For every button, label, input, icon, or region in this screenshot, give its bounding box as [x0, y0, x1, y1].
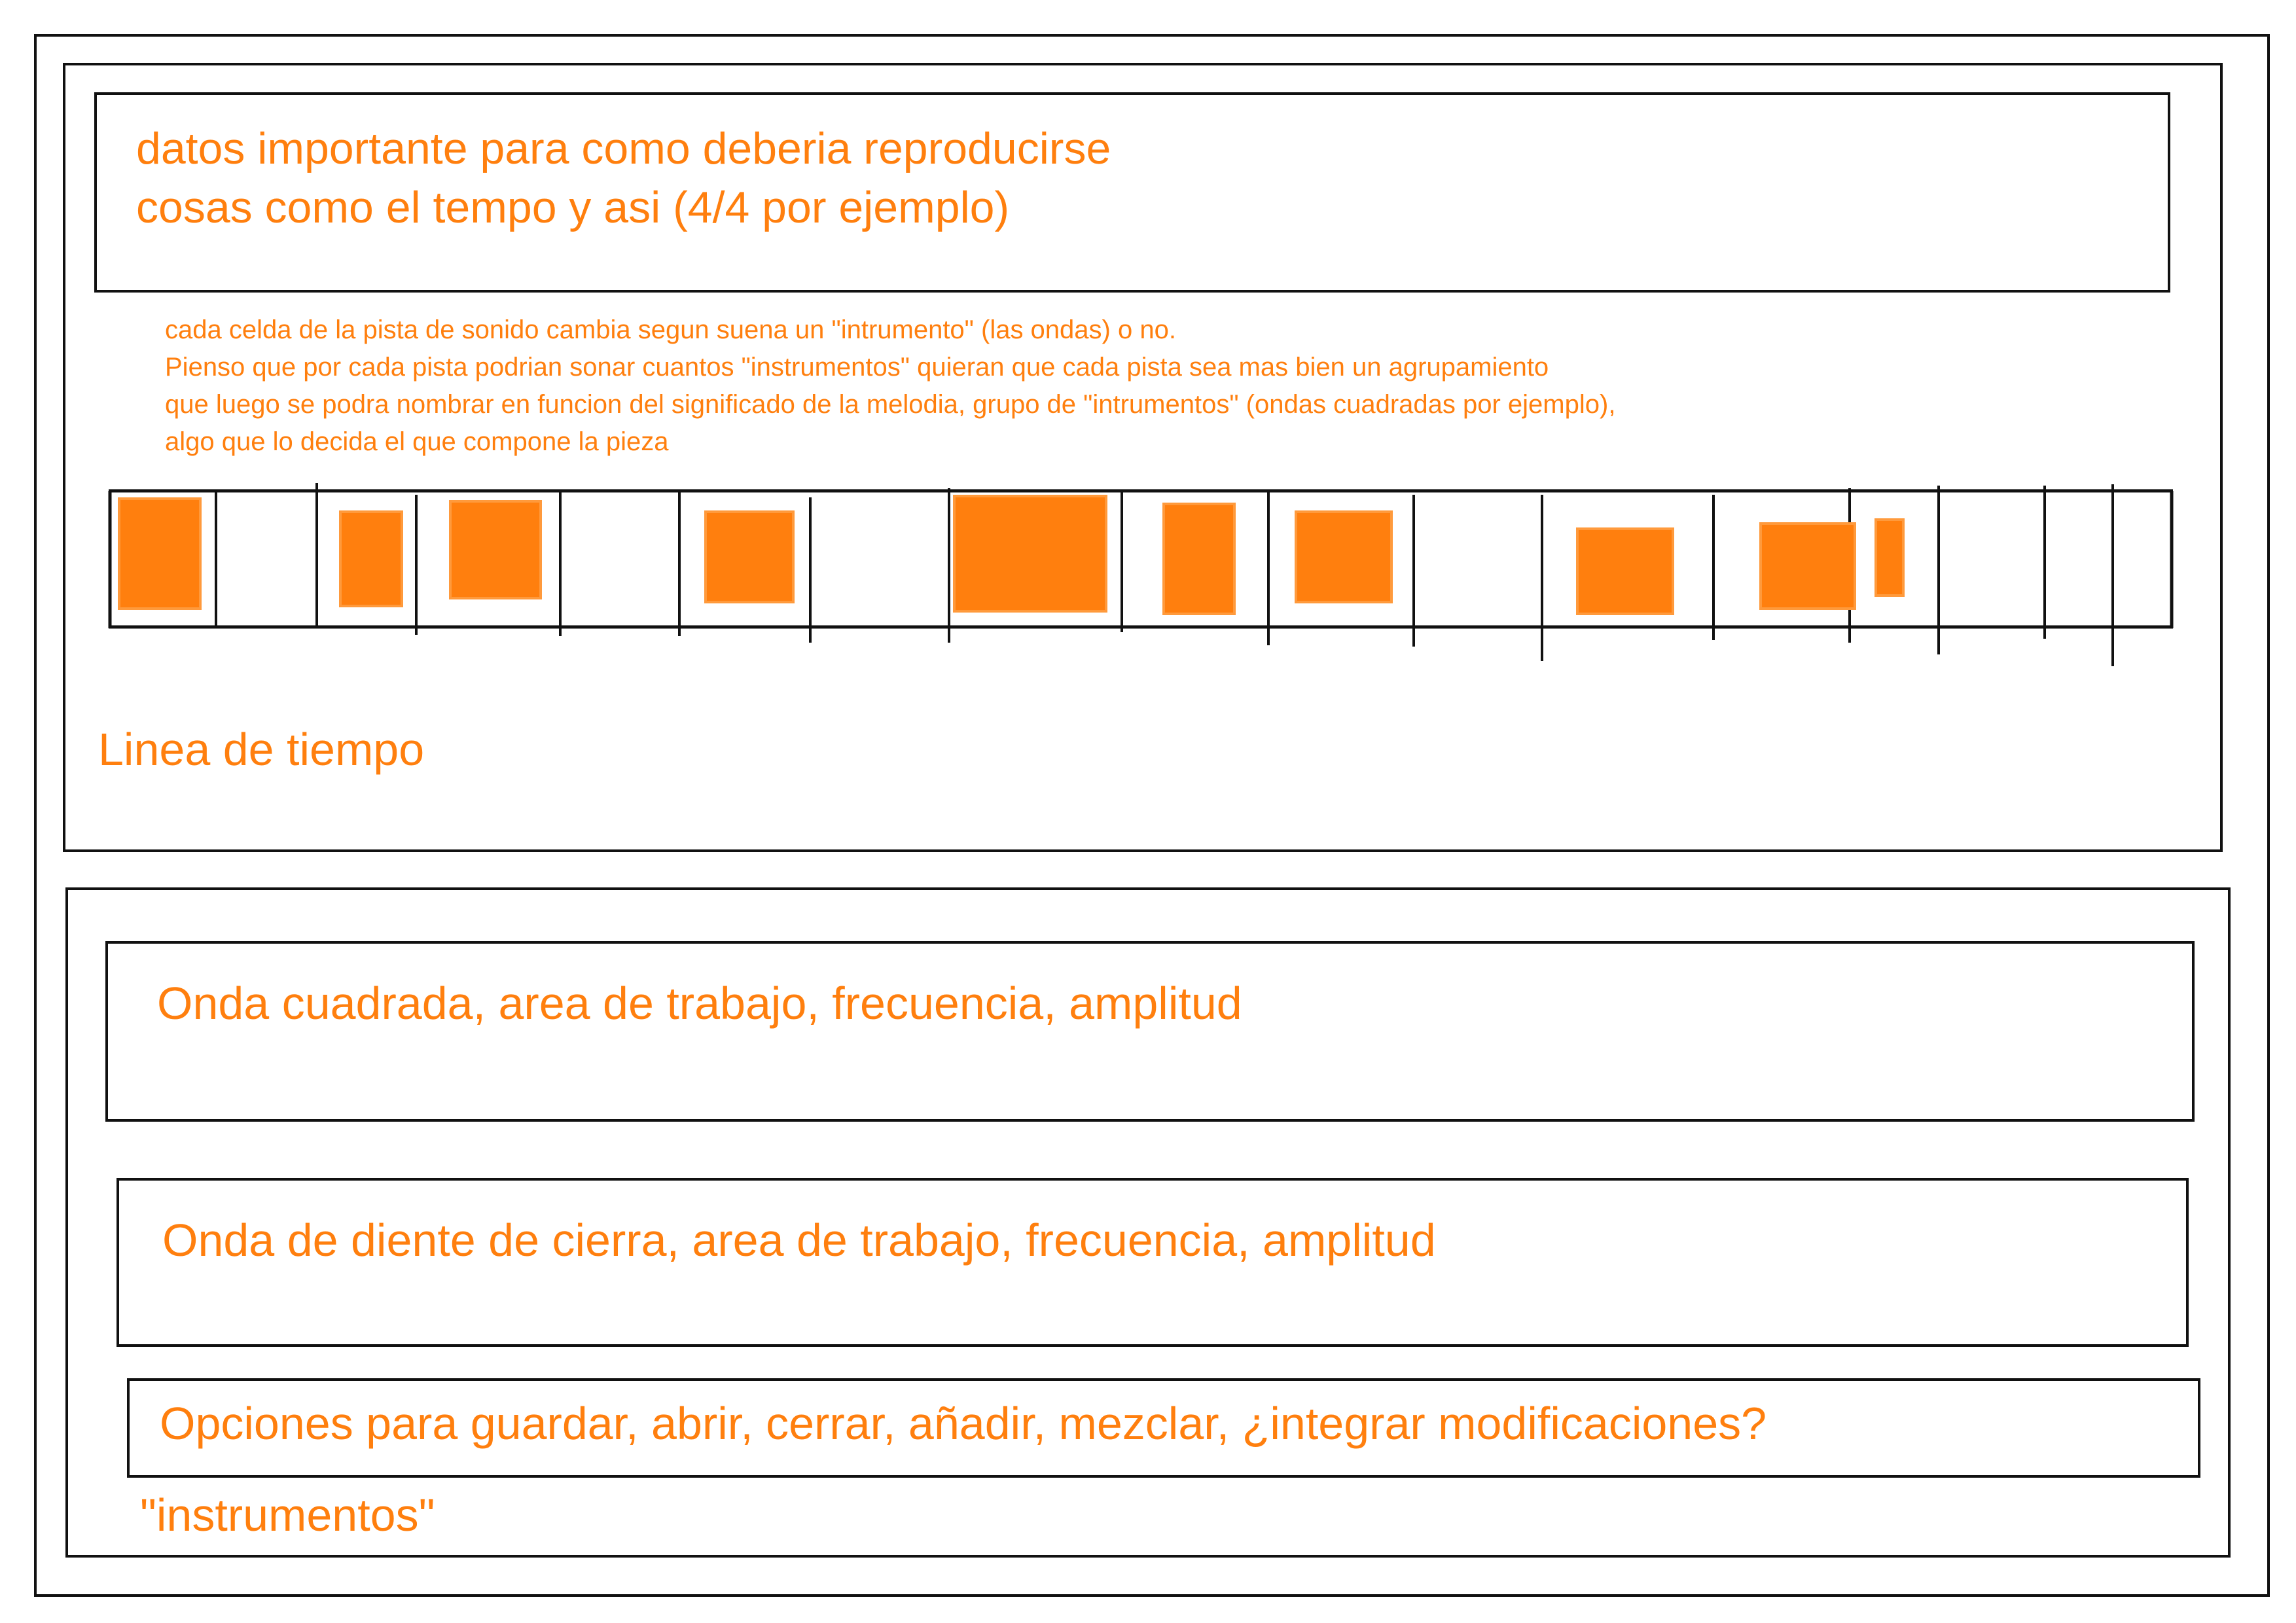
track-description-line-2: Pienso que por cada pista podrian sonar cuantos "instrumentos" quieran que cada pista sea mas bien un agrupamiento	[165, 353, 1549, 382]
file-options-text: Opciones para guardar, abrir, cerrar, añadir, mezclar, ¿integrar modificaciones?	[160, 1398, 1767, 1449]
timeline-sound-block[interactable]	[340, 512, 402, 606]
timeline-sound-block[interactable]	[1296, 512, 1391, 602]
square-wave-text: Onda cuadrada, area de trabajo, frecuencia, amplitud	[157, 978, 1242, 1029]
timeline-sound-block[interactable]	[119, 499, 200, 609]
sawtooth-wave-text: Onda de diente de cierra, area de trabajo, frecuencia, amplitud	[162, 1215, 1436, 1266]
track-description-line-1: cada celda de la pista de sonido cambia segun suena un "intrumento" (las ondas) o no.	[165, 315, 1176, 344]
timeline-sound-block[interactable]	[450, 501, 541, 598]
timeline-sound-block[interactable]	[1761, 524, 1855, 609]
playback-settings-line-2: cosas como el tempo y asi (4/4 por ejemplo)	[136, 183, 1010, 232]
timeline-sound-block[interactable]	[1164, 504, 1234, 614]
instruments-label: "instrumentos"	[140, 1489, 435, 1541]
timeline-rails	[109, 491, 2173, 628]
timeline-sound-block[interactable]	[954, 496, 1106, 611]
timeline-sound-block[interactable]	[1876, 520, 1903, 596]
track-description-line-3: que luego se podra nombrar en funcion del significado de la melodia, grupo de "intrumentos" (ondas cuadradas por ejemplo),	[165, 390, 1616, 419]
timeline-label: Linea de tiempo	[98, 724, 425, 775]
playback-settings-line-1: datos importante para como deberia reproducirse	[136, 124, 1111, 173]
timeline-sound-block[interactable]	[1577, 529, 1673, 614]
timeline-sound-block[interactable]	[706, 512, 793, 602]
track-description-line-4: algo que lo decida el que compone la pieza	[165, 427, 669, 456]
timeline-blocks[interactable]	[119, 496, 1903, 614]
